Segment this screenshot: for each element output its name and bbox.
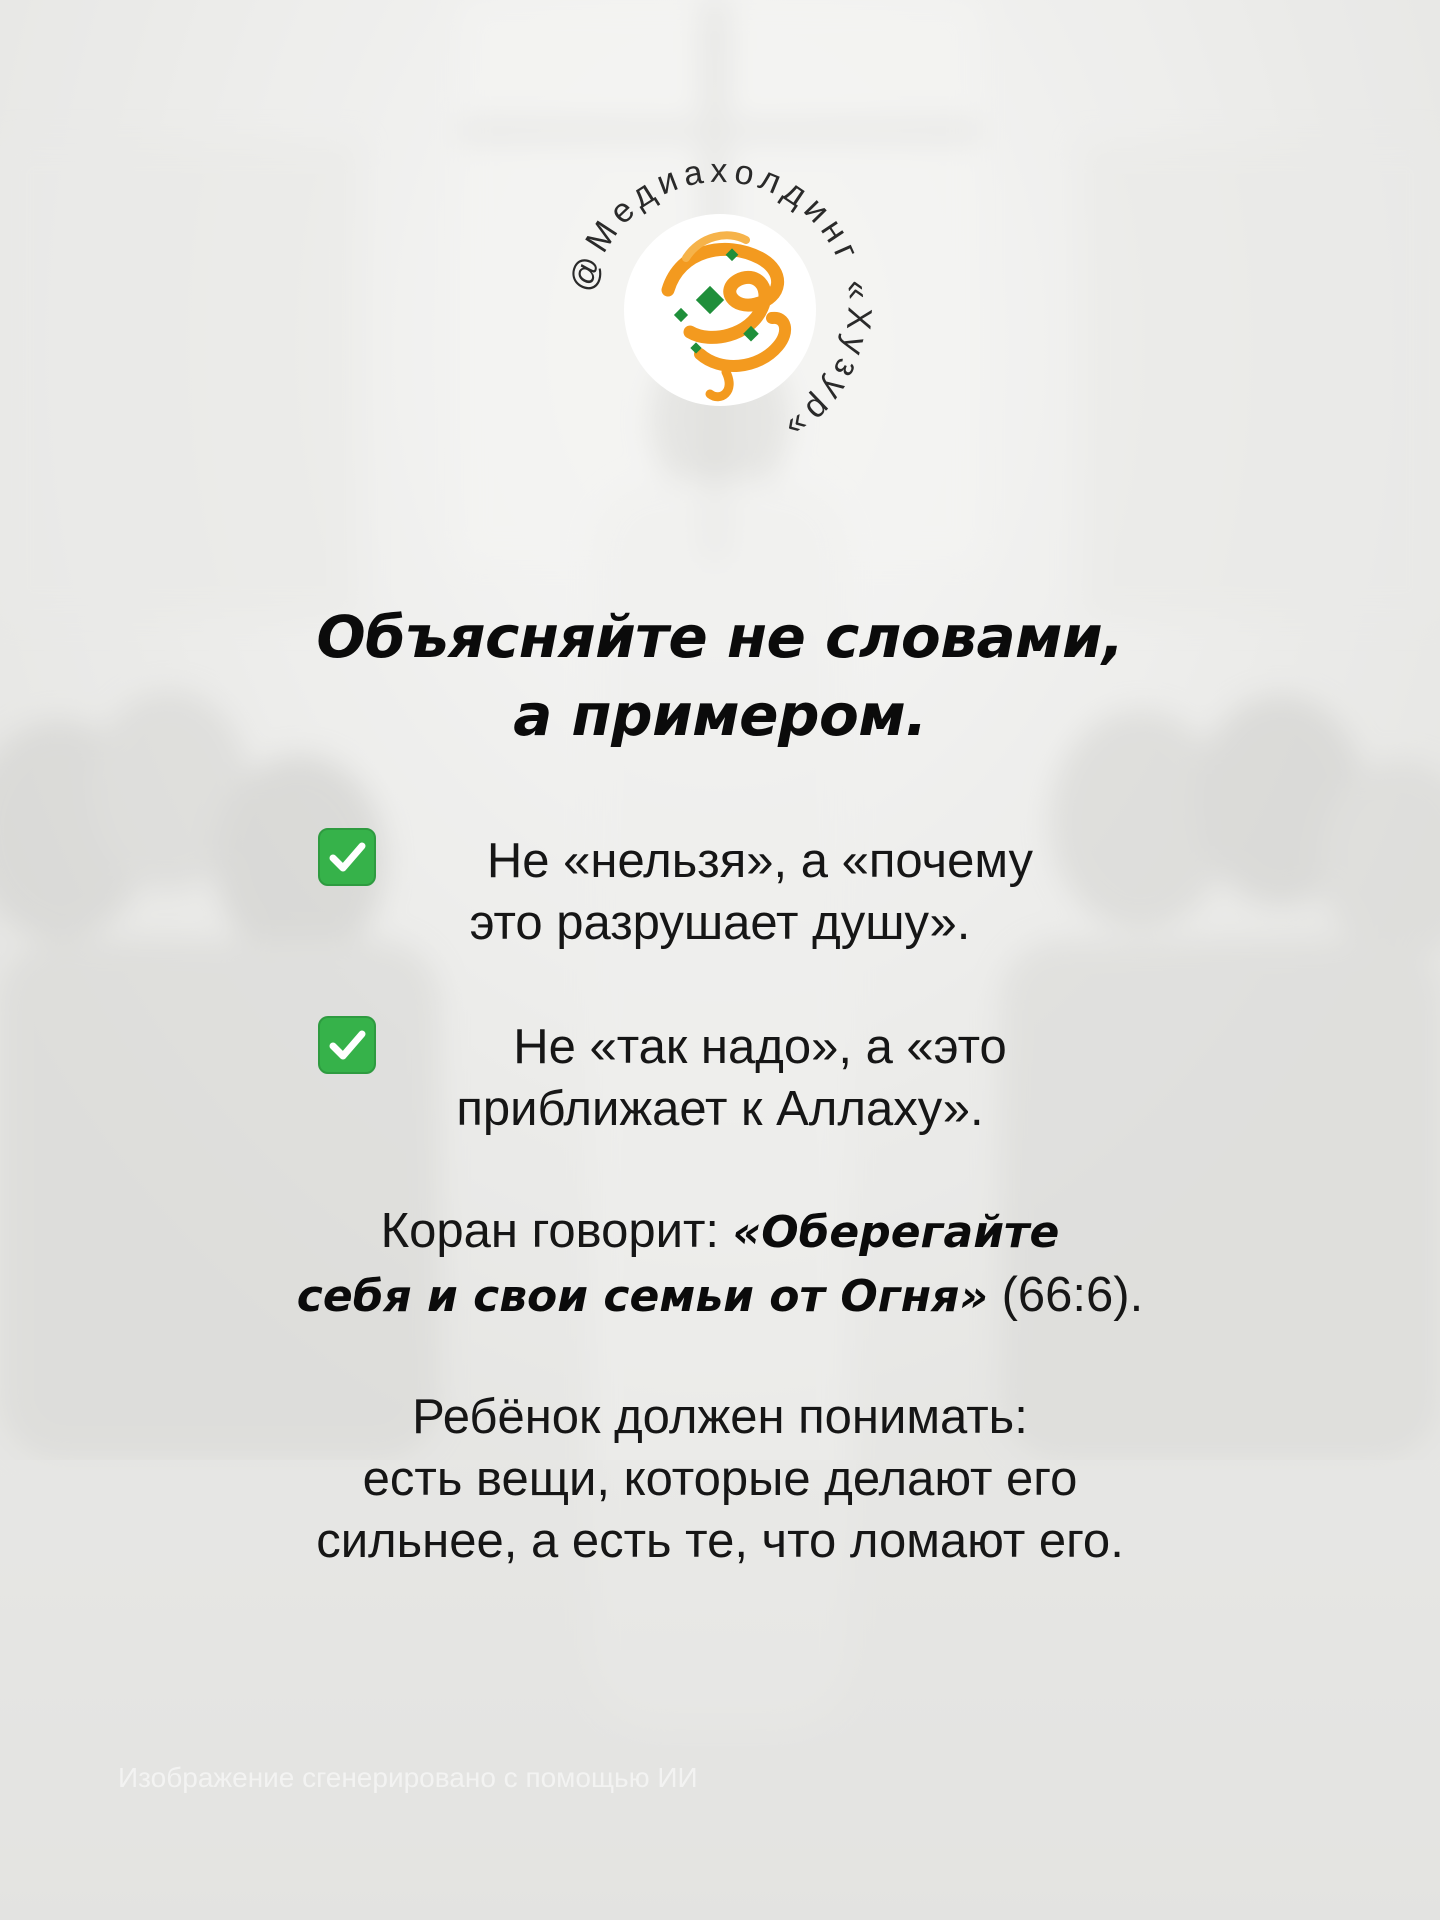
headline-line-2: а примером. — [513, 681, 927, 749]
point-1-line-2: это разрушает душу». — [469, 896, 971, 950]
closing-line-1: Ребёнок должен понимать: — [412, 1390, 1028, 1444]
logo-badge — [550, 140, 890, 480]
logo-emblem — [550, 140, 890, 480]
closing-line-3: сильнее, а есть те, что ломают его. — [316, 1514, 1124, 1568]
quote-line-2 — [0, 1264, 1440, 1328]
point-2-line-1: Не «так надо», а «это — [513, 1020, 1007, 1074]
closing-line-2: есть вещи, которые делают его — [362, 1452, 1078, 1506]
point-1 — [0, 830, 1440, 954]
headline-line-1: Объясняйте не словами, — [316, 603, 1124, 671]
closing-text — [0, 1386, 1440, 1572]
point-2 — [0, 1016, 1440, 1140]
ai-disclaimer: Изображение сгенерировано с помощью ИИ — [118, 1762, 698, 1793]
point-2-line-2: приближает к Аллаху». — [456, 1082, 984, 1136]
logo-ring-text: @Медиахолдинг «Хузур» — [562, 151, 879, 451]
quote-emphasis-2: себя и свои семьи от Огня» — [296, 1271, 988, 1322]
quote-prefix: Коран говорит: — [380, 1204, 733, 1258]
headline — [0, 598, 1440, 754]
quote-reference: (66:6). — [987, 1268, 1144, 1322]
point-1-line-1: Не «нельзя», а «почему — [486, 834, 1034, 888]
quote-emphasis-1: «Оберегайте — [732, 1207, 1060, 1258]
quote-line-1 — [0, 1200, 1440, 1264]
quran-quote — [0, 1200, 1440, 1328]
